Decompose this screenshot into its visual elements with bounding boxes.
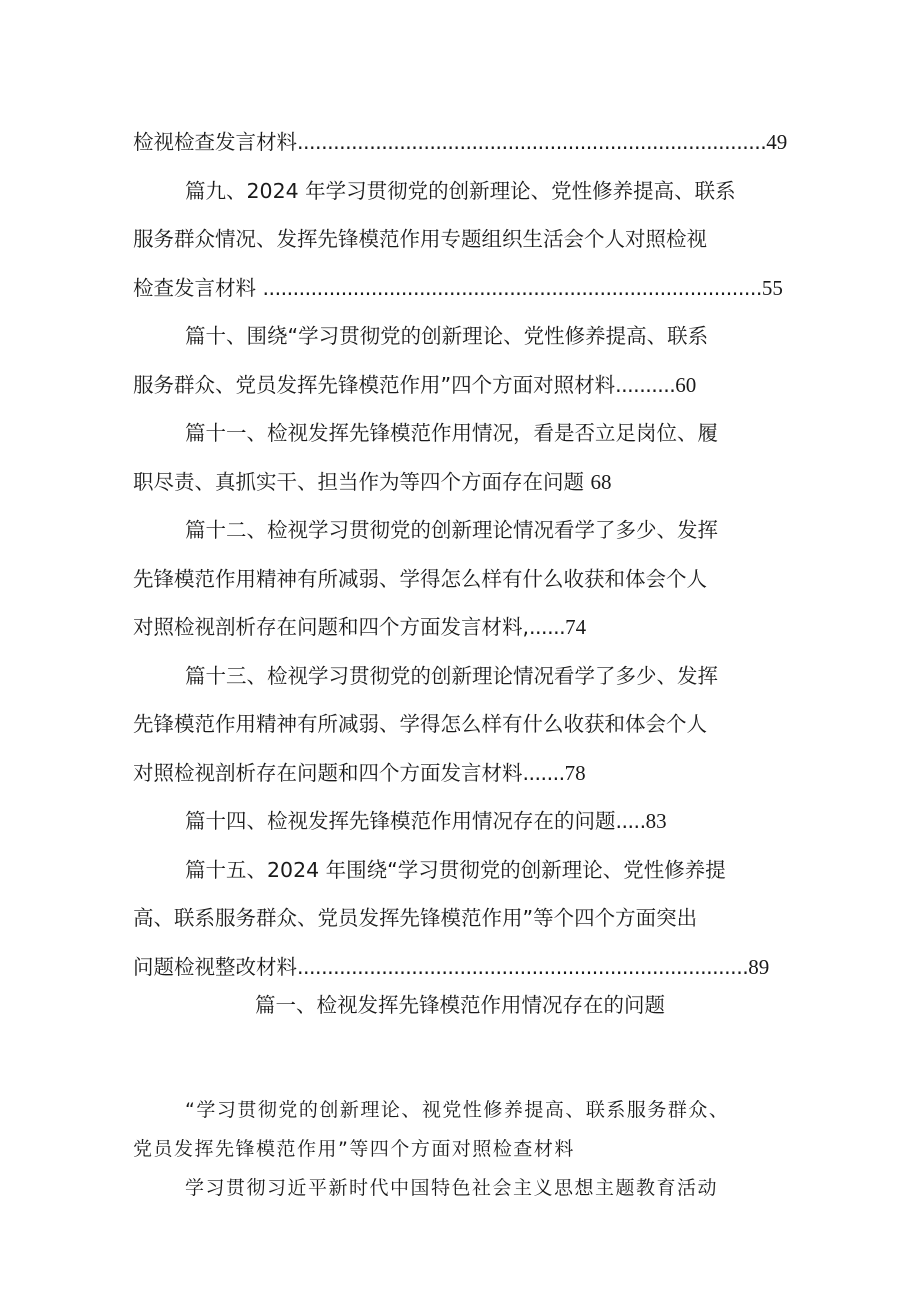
toc-text: 对照检视剖析存在问题和四个方面发言材料	[133, 760, 523, 785]
toc-leader-dots: ..............................................................................	[297, 130, 767, 154]
paragraph-line: 党员发挥先锋模范作用”等四个方面对照检查材料	[133, 1138, 575, 1160]
toc-text: 篇十四、检视发挥先锋模范作用情况存在的问题	[185, 809, 616, 833]
body-text	[133, 1091, 798, 1208]
toc-leader-dots: ...................................................................................	[262, 275, 762, 300]
toc-page-number: 78	[564, 760, 586, 785]
toc-line: 先锋模范作用精神有所减弱、学得怎么样有什么收获和体会个人	[133, 712, 707, 736]
toc-line	[133, 361, 793, 410]
toc-page-number: 83	[645, 809, 667, 833]
toc-page-number: 89	[748, 954, 770, 979]
toc-entry-13[interactable]	[133, 652, 793, 798]
toc-entry-10[interactable]	[133, 312, 793, 409]
toc-line: 高、联系服务群众、党员发挥先锋模范作用”等个四个方面突出	[133, 906, 698, 930]
toc-entry-8[interactable]	[133, 118, 793, 167]
toc-text: 职尽责、真抓实干、担当作为等四个方面存在问题	[133, 469, 591, 494]
toc-entry-14[interactable]	[133, 797, 793, 846]
toc-leader-dots: ..........	[615, 372, 676, 397]
toc-page-number: 60	[675, 372, 697, 397]
toc-entry-12[interactable]	[133, 506, 793, 652]
toc-leader-dots: ......	[529, 615, 566, 639]
toc-page-number: 74	[565, 615, 587, 639]
toc-line: 先锋模范作用精神有所减弱、学得怎么样有什么收获和体会个人	[133, 566, 707, 591]
toc-line	[133, 264, 793, 313]
toc-page-number: 55	[761, 275, 783, 300]
toc-leader-dots: .....	[615, 809, 646, 833]
toc-text: 检视检查发言材料	[133, 130, 297, 154]
toc-line: 篇十三、检视学习贯彻党的创新理论情况看学了多少、发挥	[185, 663, 718, 688]
toc-line: 篇十二、检视学习贯彻党的创新理论情况看学了多少、发挥	[185, 518, 718, 542]
toc-entry-15[interactable]	[133, 846, 793, 992]
toc-line	[133, 943, 793, 992]
paragraph-line: 学习贯彻习近平新时代中国特色社会主义思想主题教育活动	[185, 1177, 719, 1199]
toc-page-number: 68	[590, 469, 612, 494]
toc-line	[133, 603, 793, 652]
section-heading: 篇一、检视发挥先锋模范作用情况存在的问题	[255, 993, 665, 1017]
toc-text: 对照检视剖析存在问题和四个方面发言材料,	[133, 615, 530, 639]
toc-text: 检查发言材料	[133, 275, 263, 300]
toc-leader-dots: .......	[522, 760, 565, 785]
toc-line: 篇十、围绕“学习贯彻党的创新理论、党性修养提高、联系	[185, 324, 709, 348]
toc-line	[133, 797, 793, 846]
toc-entry-11[interactable]	[133, 409, 793, 506]
toc-line	[133, 458, 793, 507]
paragraph-line: “学习贯彻党的创新理论、视党性修养提高、联系服务群众、	[185, 1099, 730, 1121]
toc-line	[133, 118, 793, 167]
toc-line	[133, 749, 793, 798]
toc-line: 篇十五、2024 年围绕“学习贯彻党的创新理论、党性修养提	[185, 857, 726, 882]
toc-text: 服务群众、党员发挥先锋模范作用”四个方面对照材料	[133, 372, 616, 397]
toc-page-number: 49	[766, 130, 788, 154]
toc-entry-9[interactable]	[133, 167, 793, 313]
toc-line: 服务群众情况、发挥先锋模范作用专题组织生活会个人对照检视	[133, 227, 707, 251]
toc-line: 篇九、2024 年学习贯彻党的创新理论、党性修养提高、联系	[185, 178, 736, 203]
toc-leader-dots: ...........................................................................	[297, 954, 749, 979]
toc-text: 问题检视整改材料	[133, 954, 297, 979]
toc-line: 篇十一、检视发挥先锋模范作用情况，看是否立足岗位、履	[185, 421, 718, 445]
table-of-contents	[133, 118, 793, 991]
